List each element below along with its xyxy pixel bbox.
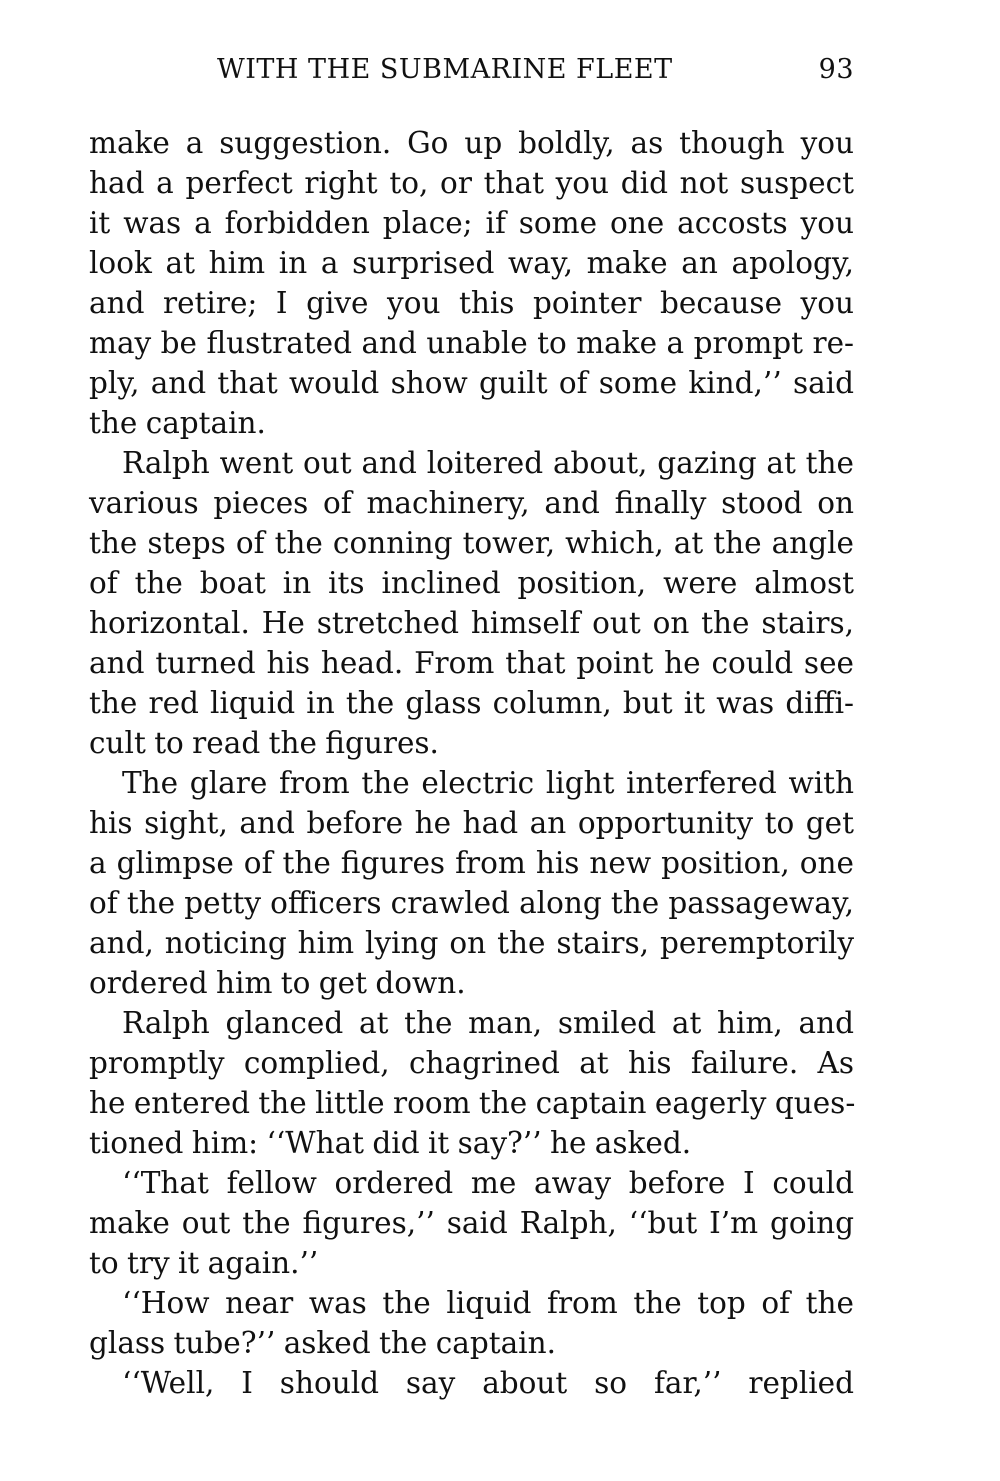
running-head (89, 50, 854, 90)
text-line: make a suggestion. Go up boldly, as though you (89, 126, 854, 160)
text-line: his sight, and before he had an opportunity to get (89, 806, 854, 840)
text-line: ‘‘Well, I should say about so far,’’ replied (122, 1366, 854, 1400)
text-line: various pieces of machinery, and finally stood on (89, 486, 854, 520)
text-line: Ralph went out and loitered about, gazing at the (122, 446, 854, 480)
book-page (89, 50, 854, 1403)
body-text (89, 123, 854, 1403)
text-line: ‘‘That fellow ordered me away before I could (122, 1166, 854, 1200)
text-line: of the petty officers crawled along the passageway, (89, 886, 854, 920)
text-line: tioned him: ‘‘What did it say?’’ he asked. (89, 1126, 692, 1160)
text-line: may be flustrated and unable to make a prompt re- (89, 326, 854, 360)
text-line: he entered the little room the captain eagerly ques- (89, 1086, 856, 1120)
text-line: glass tube?’’ asked the captain. (89, 1326, 556, 1360)
text-line: horizontal. He stretched himself out on the stairs, (89, 606, 854, 640)
text-line: a glimpse of the figures from his new position, one (89, 846, 854, 880)
text-line: Ralph glanced at the man, smiled at him, and (122, 1006, 854, 1040)
running-title: WITH THE SUBMARINE FLEET (217, 54, 673, 85)
text-line: look at him in a surprised way, make an apology, (89, 246, 854, 280)
text-line: The glare from the electric light interfered with (122, 766, 854, 800)
text-line: ordered him to get down. (89, 966, 466, 1000)
text-line: make out the figures,’’ said Ralph, ‘‘but I’m going (89, 1206, 854, 1240)
text-line: to try it again.’’ (89, 1246, 319, 1280)
text-line: the captain. (89, 406, 266, 440)
text-line: ‘‘How near was the liquid from the top of the (122, 1286, 854, 1320)
text-line: the red liquid in the glass column, but it was diffi- (89, 686, 854, 720)
text-line: cult to read the figures. (89, 726, 439, 760)
text-line: and retire; I give you this pointer because you (89, 286, 854, 320)
page-number: 93 (818, 54, 854, 85)
text-line: had a perfect right to, or that you did not suspect (89, 166, 854, 200)
text-line: of the boat in its inclined position, were almost (89, 566, 854, 600)
text-line: it was a forbidden place; if some one accosts you (89, 206, 854, 240)
text-line: and turned his head. From that point he could see (89, 646, 854, 680)
text-line: ply, and that would show guilt of some kind,’’ said (89, 366, 854, 400)
text-line: the steps of the conning tower, which, at the angle (89, 526, 854, 560)
text-line: and, noticing him lying on the stairs, peremptorily (89, 926, 854, 960)
text-line: promptly complied, chagrined at his failure. As (89, 1046, 854, 1080)
